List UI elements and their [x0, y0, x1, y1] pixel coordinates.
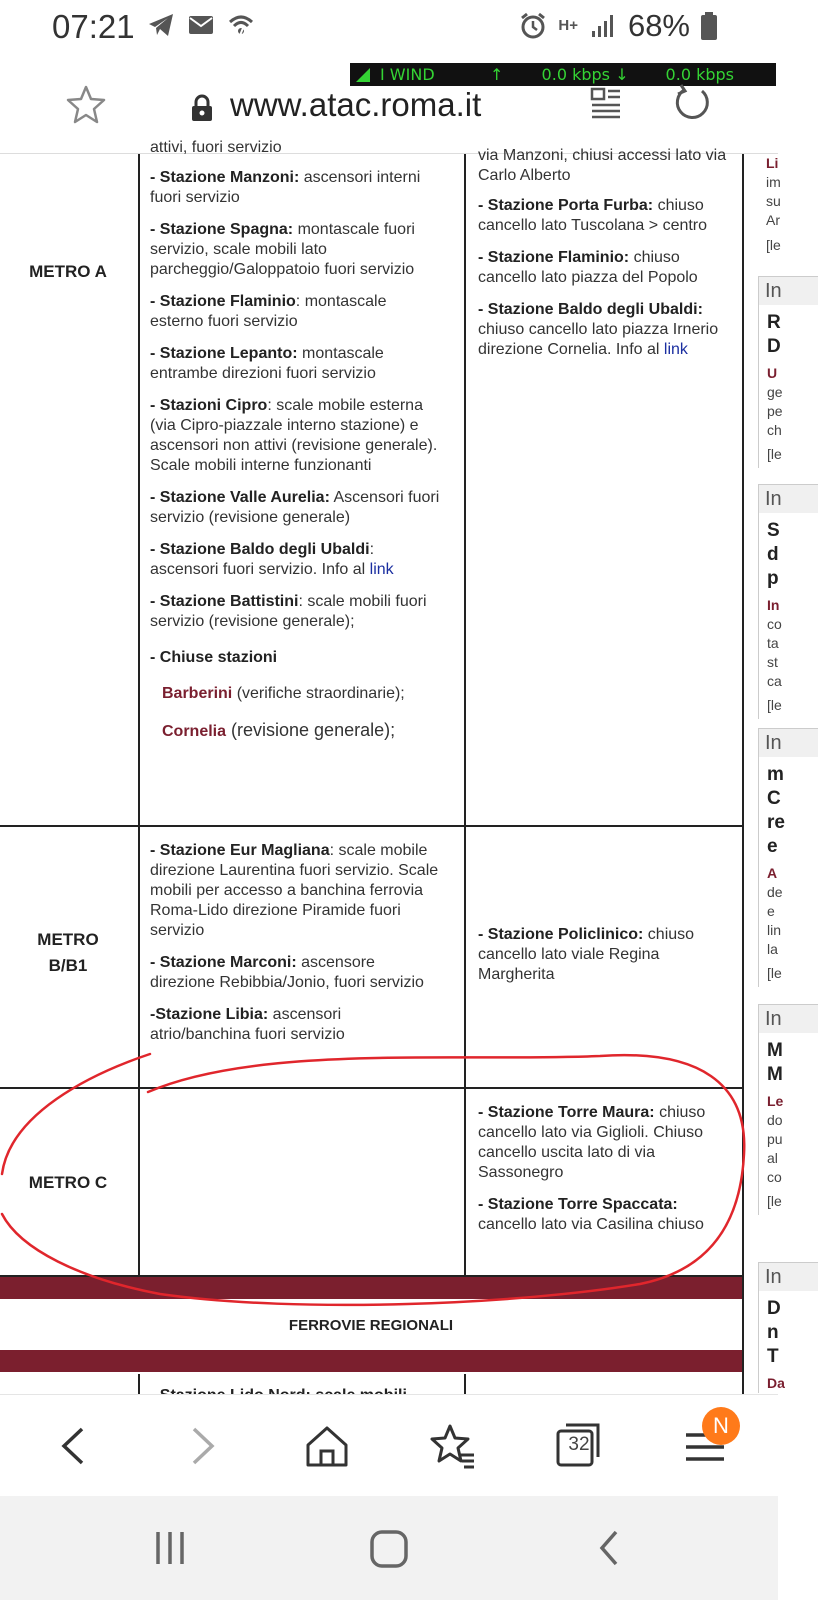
- list-item: - Stazione Baldo degli Ubaldi: ascensori fuori servizio. Info al link: [150, 541, 394, 578]
- tabs-count: 32: [568, 1434, 590, 1455]
- metro-a-gates-cell: [478, 146, 728, 372]
- list-item: - Stazione Spagna: montascale fuori servizio, scale mobili lato parcheggio/Galoppatoio fuori servizio: [150, 221, 415, 278]
- column-divider: [464, 1374, 466, 1394]
- list-item: - Stazione Manzoni: ascensori interni fuori servizio: [150, 169, 421, 206]
- battery-percent: 68%: [627, 8, 690, 43]
- notification-icons: [146, 10, 256, 40]
- list-item: - Stazione Flaminio: chiuso cancello lato piazza del Popolo: [478, 249, 698, 286]
- list-item: - Stazione Eur Magliana: scale mobile direzione Laurentina fuori servizio. Scale mobili per accesso a banchina ferrovia Roma-Lido direzione Piramide fuori servizio: [150, 842, 439, 939]
- system-nav-bar: [0, 1496, 778, 1600]
- home-nav-icon[interactable]: [368, 1528, 410, 1570]
- list-item: - Stazione Battistini: scale mobili fuori servizio (revisione generale);: [150, 593, 427, 630]
- metro-b-elevators-cell: [150, 841, 442, 1057]
- list-item: -Stazione Libia: ascensori atrio/banchina fuori servizio: [150, 1006, 345, 1043]
- download-arrow-icon: ↓: [615, 65, 629, 84]
- status-right: [518, 8, 718, 44]
- back-icon[interactable]: [50, 1421, 100, 1471]
- bookmarks-icon[interactable]: [428, 1421, 478, 1471]
- metro-c-gates-cell: [478, 1103, 728, 1247]
- reload-icon[interactable]: [672, 83, 712, 123]
- upload-arrow-icon: ↑: [490, 65, 504, 84]
- line-label-metro-b: METRO B/B1: [37, 930, 99, 975]
- column-divider: [138, 1374, 140, 1394]
- list-item: - Stazione Torre Maura: chiuso cancello lato via Giglioli. Chiuso cancello uscita lato di via Sassonegro: [478, 1104, 706, 1181]
- list-item: - Stazione Lepanto: montascale entrambe direzioni fuori servizio: [150, 345, 384, 382]
- closed-stations-title: - Chiuse stazioni: [150, 649, 278, 666]
- section-band: [0, 1350, 742, 1372]
- metro-b-gates-cell: [478, 925, 728, 997]
- telegram-icon: [146, 10, 176, 40]
- list-item: - Stazione Policlinico: chiuso cancello lato viale Regina Margherita: [478, 926, 695, 983]
- url-text[interactable]: www.atac.roma.it: [230, 86, 482, 123]
- sidebar-cut-card: Li im su Ar [le: [766, 155, 781, 253]
- tabs-button[interactable]: [554, 1421, 604, 1471]
- list-item: - Stazione Porta Furba: chiuso cancello lato Tuscolana > centro: [478, 197, 708, 234]
- table-row-metro-c: [0, 1089, 742, 1277]
- news-card[interactable]: In R D U ge pe ch [le: [758, 276, 818, 468]
- closed-station: Cornelia (revisione generale);: [162, 720, 396, 740]
- closed-station: Barberini (verifiche straordinarie);: [162, 685, 405, 702]
- list-item: - Stazioni Cipro: scale mobile esterna (via Cipro-piazzale interno stazione) e ascensori non attivi (revisione generale). Scale mobili interne funzionanti: [150, 397, 438, 474]
- line-label-metro-c: METRO C: [28, 1173, 108, 1192]
- info-link[interactable]: link: [369, 561, 394, 578]
- list-item: - Stazione Valle Aurelia: Ascensori fuori servizio (revisione generale): [150, 489, 440, 526]
- wifi-call-icon: [226, 10, 256, 40]
- lock-icon: [190, 94, 214, 122]
- reader-mode-icon[interactable]: [590, 86, 622, 122]
- signal-icon: [588, 11, 618, 41]
- news-card[interactable]: In S d p In co ta st ca [le: [758, 484, 818, 719]
- news-card[interactable]: In M M Le do pu al co [le: [758, 1004, 818, 1215]
- news-sidebar: [742, 154, 785, 1394]
- list-item: - Stazione Marconi: ascensore direzione Rebibbia/Jonio, fuori servizio: [150, 954, 424, 991]
- news-card[interactable]: In D n T Da: [758, 1262, 818, 1393]
- column-divider: [464, 154, 466, 1277]
- bookmark-star-icon[interactable]: [66, 84, 106, 124]
- network-type: H+: [558, 17, 578, 34]
- mail-icon: [186, 10, 216, 40]
- list-item: - Stazione Torre Spaccata: cancello lato via Casilina chiuso: [478, 1196, 704, 1233]
- home-icon[interactable]: [302, 1421, 352, 1471]
- line-label-metro-a: METRO A: [29, 262, 107, 281]
- list-item: - Stazione Baldo degli Ubaldi: chiuso cancello lato piazza Irnerio direzione Cornelia. Info al link: [478, 301, 719, 358]
- recent-apps-icon[interactable]: [150, 1528, 190, 1568]
- table-row-metro-a: [0, 139, 742, 827]
- status-time: 07:21: [52, 8, 135, 45]
- back-nav-icon[interactable]: [590, 1528, 630, 1568]
- news-card[interactable]: In m C re e A de e lin la [le: [758, 728, 818, 987]
- carrier-name: I WIND: [380, 65, 435, 84]
- upload-speed: 0.0 kbps: [541, 65, 610, 84]
- forward-icon[interactable]: [176, 1421, 226, 1471]
- download-speed: 0.0 kbps: [665, 65, 734, 84]
- info-link[interactable]: link: [663, 341, 688, 358]
- browser-toolbar: [0, 1394, 778, 1496]
- page-content: [0, 139, 785, 1394]
- metro-a-elevators-cell: [150, 138, 440, 754]
- section-band: [0, 1277, 742, 1299]
- table-row-metro-b: [0, 827, 742, 1089]
- battery-icon: [700, 11, 718, 41]
- status-bar: [0, 0, 778, 56]
- notification-badge: N: [702, 1407, 740, 1445]
- cut-text: attivi, fuori servizio: [150, 139, 282, 156]
- column-divider: [138, 154, 140, 1277]
- cut-text: via Manzoni, chiusi accessi lato via Carlo Alberto: [478, 147, 727, 184]
- list-item: - Stazione Flaminio: montascale esterno fuori servizio: [150, 293, 387, 330]
- alarm-icon: [518, 11, 548, 41]
- section-title-ferrovie: FERROVIE REGIONALI: [288, 1317, 454, 1334]
